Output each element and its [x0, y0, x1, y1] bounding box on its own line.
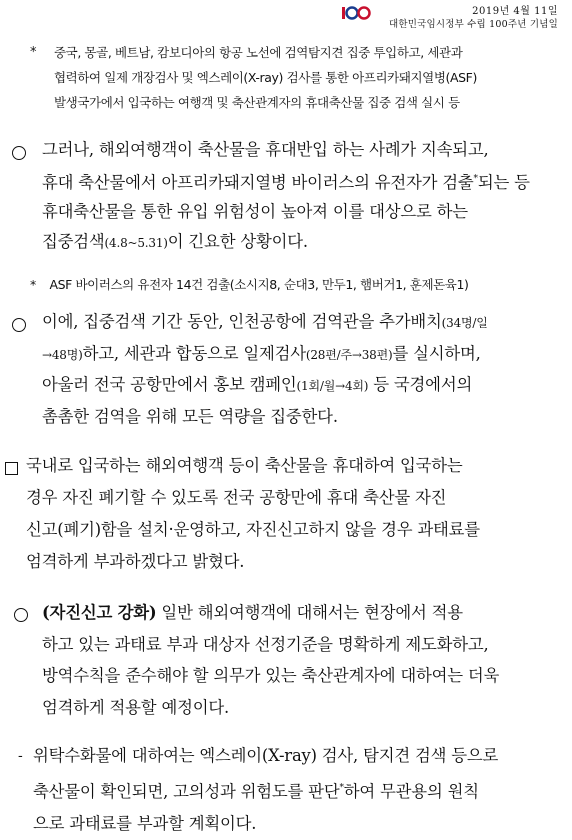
text-span: 이에, 집중검색 기간 동안, 인천공항에 검역관을 추가배치 — [42, 312, 442, 331]
text-line: 촘촘한 검역을 위해 모든 역량을 집중한다. — [42, 406, 338, 426]
text-span: 등 국경에서의 — [368, 375, 473, 394]
detail-span: (34명/일 — [441, 316, 488, 330]
emphasis-heading: (자진신고 강화) — [42, 603, 157, 622]
footnote-line: 협력하여 일제 개장검사 및 엑스레이(X-ray) 검사를 통한 아프리카돼지열병(ASF) — [54, 70, 477, 85]
paragraph-3 — [26, 450, 480, 578]
header-date: 2019년 4월 11일 — [472, 6, 558, 17]
date-range: (4.8~5.31) — [104, 235, 168, 250]
footnote-marker: * — [339, 783, 344, 793]
text-line — [33, 772, 498, 808]
text-span: 하고, 세관과 합동으로 일제검사 — [82, 343, 306, 363]
detail-span: (28편/주→38편) — [305, 347, 393, 362]
text-line: 방역수칙을 준수해야 할 의무가 있는 축산관계자에 대하여는 더욱 — [42, 666, 500, 685]
footnote-bullet: * — [30, 45, 37, 60]
footnote-line: 발생국가에서 입국하는 여행객 및 축산관계자의 휴대축산물 집중 검색 실시 등 — [54, 95, 460, 110]
page-header — [389, 5, 558, 31]
detail-span: (1회/월→4회) — [296, 379, 369, 393]
text-span: 일반 해외여행객에 대해서는 현장에서 적용 — [156, 603, 463, 622]
footnote-text: ASF 바이러스의 유전자 14건 검출(소시지8, 순대3, 만두1, 햄버거1, 훈제돈육1) — [49, 277, 469, 292]
text-line: 하고 있는 과태료 부과 대상자 선정기준을 명확하게 제도화하고, — [42, 634, 489, 654]
square-bullet-icon — [5, 462, 18, 475]
text-line: 국내로 입국하는 해외여행객 등이 축산물을 휴대하여 입국하는 — [26, 456, 463, 475]
anniversary-logo-icon — [341, 5, 371, 21]
text-line — [42, 370, 488, 402]
circle-bullet-icon — [12, 146, 26, 160]
text-line: 위탁수화물에 대하여는 엑스레이(X-ray) 검사, 탐지견 검색 등으로 — [33, 746, 499, 765]
paragraph-4 — [42, 597, 499, 723]
footnote-1 — [30, 40, 477, 115]
text-line — [42, 339, 488, 371]
text-span: 휴대 축산물에서 아프리카돼지열병 바이러스의 유전자가 검출 — [42, 172, 474, 192]
paragraph-5 — [18, 740, 498, 840]
text-span: 를 실시하며, — [392, 343, 481, 363]
text-line: 으로 과태료를 부과할 계획이다. — [33, 814, 257, 833]
text-span: 이 긴요한 상황이다. — [167, 231, 308, 251]
dash-bullet: - — [18, 748, 23, 764]
text-line — [42, 227, 530, 259]
circle-bullet-icon — [12, 318, 26, 332]
text-line: 엄격하게 적용할 예정이다. — [42, 697, 229, 717]
text-line — [42, 597, 499, 629]
text-line: 그러나, 해외여행객이 축산물을 휴대반입 하는 사례가 지속되고, — [42, 140, 489, 159]
paragraph-1 — [42, 135, 530, 258]
detail-span: →48명) — [42, 347, 83, 362]
text-line — [42, 165, 530, 198]
footnote-2 — [30, 272, 469, 297]
text-span: 아울러 전국 공항만에서 홍보 캠페인 — [42, 375, 297, 394]
text-line: 경우 자진 폐기할 수 있도록 전국 공항만에 휴대 축산물 자진 — [26, 488, 447, 507]
circle-bullet-icon — [14, 608, 28, 622]
text-line: 신고(폐기)함을 설치·운영하고, 자진신고하지 않을 경우 과태료를 — [26, 520, 480, 539]
footnote-line: 중국, 몽골, 베트남, 캄보디아의 항공 노선에 검역탐지견 집중 투입하고, 세관과 — [54, 45, 463, 60]
text-span: 축산물이 확인되면, 고의성과 위험도를 판단 — [33, 782, 340, 801]
text-span: 되는 등 — [477, 172, 530, 192]
header-subtitle: 대한민국임시정부 수립 100주년 기념일 — [388, 19, 558, 30]
paragraph-2 — [42, 307, 488, 431]
footnote-marker: * — [473, 173, 478, 184]
footnote-bullet: * — [30, 277, 36, 292]
text-line: 엄격하게 부과하겠다고 밝혔다. — [26, 552, 245, 571]
text-span: 집중검색 — [42, 231, 105, 251]
text-line — [42, 307, 488, 339]
text-span: 하여 무관용의 원칙 — [343, 782, 479, 801]
text-line: 휴대축산물을 통한 유입 위험성이 높아져 이를 대상으로 하는 — [42, 202, 468, 221]
